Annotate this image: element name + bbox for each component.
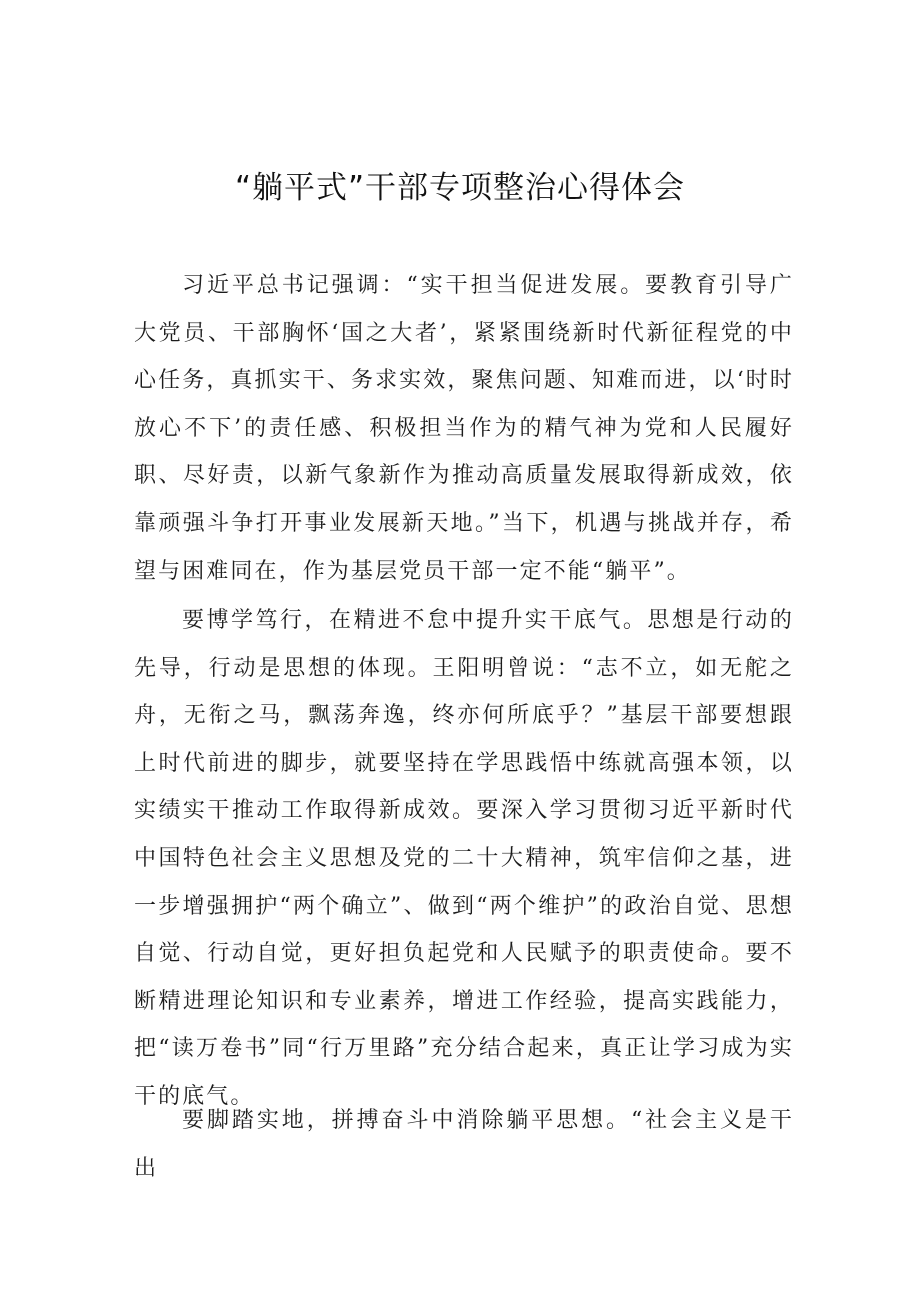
paragraph-intro: 习近平总书记强调：“实干担当促进发展。要教育引导广大党员、干部胸怀‘国之大者’，紧紧围绕新时代新征程党的中心任务，真抓实干、务求实效，聚焦问题、知难而进，以‘时时放心不下’的责任感、积极担当作为的精气神为党和人民履好职、尽好责，以新气象新作为推动高质量发展取得新成效，依靠顽强斗争打开事业发展新天地。”当下，机遇与挑战并存，希望与困难同在，作为基层党员干部一定不能“躺平”。: [134, 273, 794, 584]
paragraph-study: 要博学笃行，在精进不怠中提升实干底气。思想是行动的先导，行动是思想的体现。王阳明曾说：“志不立，如无舵之舟，无衔之马，飘荡奔逸，终亦何所底乎？”基层干部要想跟上时代前进的脚步，就要坚持在学思践悟中练就高强本领，以实绩实干推动工作取得新成效。要深入学习贯彻习近平新时代中国特色社会主义思想及党的二十大精神，筑牢信仰之基，进一步增强拥护“两个确立”、做到“两个维护”的政治自觉、思想自觉、行动自觉，更好担负起党和人民赋予的职责使命。要不断精进理论知识和专业素养，增进工作经验，提高实践能力，把“读万卷书”同“行万里路”充分结合起来，真正让学习成为实干的底气。: [134, 608, 794, 1109]
document-title: “躺平式”干部专项整治心得体会: [234, 170, 686, 206]
paragraph-practice: 要脚踏实地，拼搏奋斗中消除躺平思想。“社会主义是干出: [134, 1108, 794, 1181]
